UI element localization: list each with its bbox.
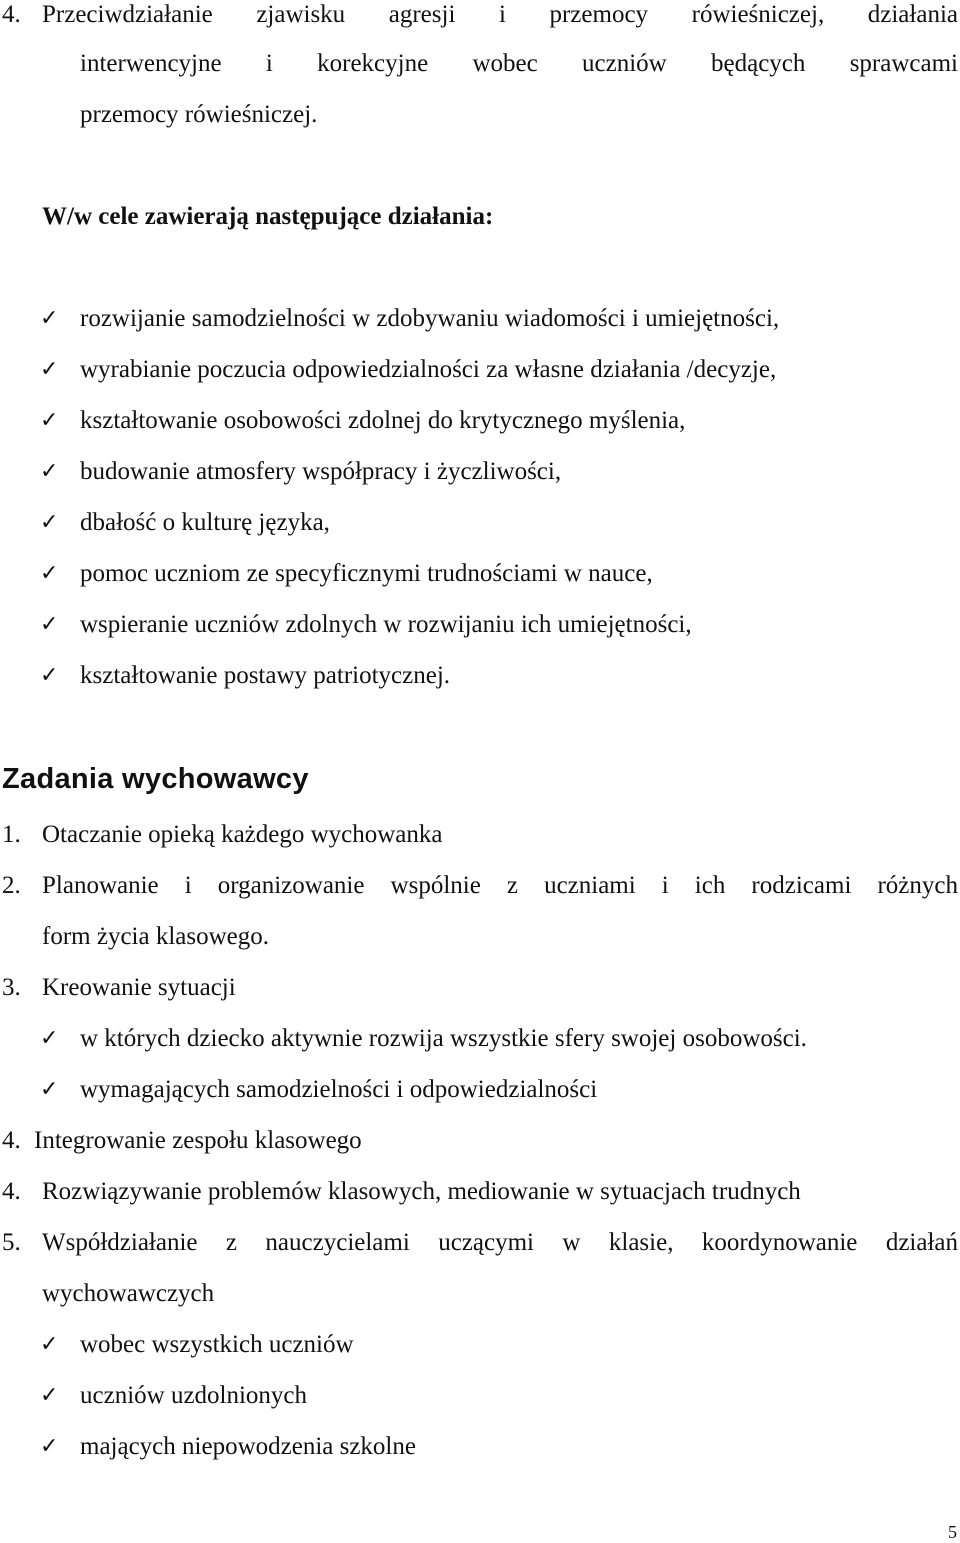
task-text-line-2: form życia klasowego.	[42, 923, 270, 950]
task-text: Integrowanie zespołu klasowego	[34, 1127, 362, 1154]
section-text-line-3: przemocy rówieśniczej.	[80, 101, 318, 128]
task-number: 4.	[2, 1178, 21, 1205]
task-number: 1.	[2, 821, 21, 848]
check-icon: ✓	[40, 663, 59, 688]
section-text-line-2: interwencyjne i korekcyjne wobec uczniów będących sprawcami	[80, 50, 958, 77]
task-text-line-1: Planowanie i organizowanie wspólnie z uczniami i ich rodzicami różnych	[42, 872, 958, 899]
goal-item: dbałość o kulturę języka,	[80, 509, 330, 536]
goal-item: kształtowanie osobowości zdolnej do krytycznego myślenia,	[80, 407, 686, 434]
check-icon: ✓	[40, 561, 59, 586]
task-number: 5.	[2, 1229, 21, 1256]
task-text: Kreowanie sytuacji	[42, 974, 236, 1001]
task-subitem: uczniów uzdolnionych	[80, 1382, 308, 1409]
check-icon: ✓	[40, 306, 59, 331]
task-text: Otaczanie opieką każdego wychowanka	[42, 821, 443, 848]
task-number: 3.	[2, 974, 21, 1001]
check-icon: ✓	[40, 510, 59, 535]
check-icon: ✓	[40, 357, 59, 382]
check-icon: ✓	[40, 1383, 59, 1408]
task-number: 4.	[2, 1127, 21, 1154]
check-icon: ✓	[40, 1434, 59, 1459]
task-subitem: mających niepowodzenia szkolne	[80, 1433, 416, 1460]
goal-item: budowanie atmosfery współpracy i życzliwości,	[80, 458, 562, 485]
check-icon: ✓	[40, 408, 59, 433]
check-icon: ✓	[40, 1077, 59, 1102]
goal-item: rozwijanie samodzielności w zdobywaniu wiadomości i umiejętności,	[80, 305, 780, 332]
goal-item: wspieranie uczniów zdolnych w rozwijaniu ich umiejętności,	[80, 611, 692, 638]
task-text-line-1: Współdziałanie z nauczycielami uczącymi w klasie, koordynowanie działań	[42, 1229, 958, 1256]
goal-item: kształtowanie postawy patriotycznej.	[80, 662, 451, 689]
tasks-heading: Zadania wychowawcy	[2, 763, 309, 795]
task-text: Rozwiązywanie problemów klasowych, mediowanie w sytuacjach trudnych	[42, 1178, 801, 1205]
check-icon: ✓	[40, 612, 59, 637]
task-subitem: wobec wszystkich uczniów	[80, 1331, 354, 1358]
check-icon: ✓	[40, 1026, 59, 1051]
section-text-line-1: Przeciwdziałanie zjawisku agresji i przemocy rówieśniczej, działania	[42, 1, 958, 28]
section-number: 4.	[2, 1, 21, 28]
check-icon: ✓	[40, 459, 59, 484]
page-number: 5	[948, 1522, 957, 1542]
task-subitem: w których dziecko aktywnie rozwija wszystkie sfery swojej osobowości.	[80, 1025, 807, 1052]
goal-item: pomoc uczniom ze specyficznymi trudnościami w nauce,	[80, 560, 653, 587]
goals-heading: W/w cele zawierają następujące działania:	[42, 203, 494, 230]
check-icon: ✓	[40, 1332, 59, 1357]
task-subitem: wymagających samodzielności i odpowiedzialności	[80, 1076, 598, 1103]
goal-item: wyrabianie poczucia odpowiedzialności za własne działania /decyzje,	[80, 356, 777, 383]
task-text-line-2: wychowawczych	[42, 1280, 215, 1307]
task-number: 2.	[2, 872, 21, 899]
